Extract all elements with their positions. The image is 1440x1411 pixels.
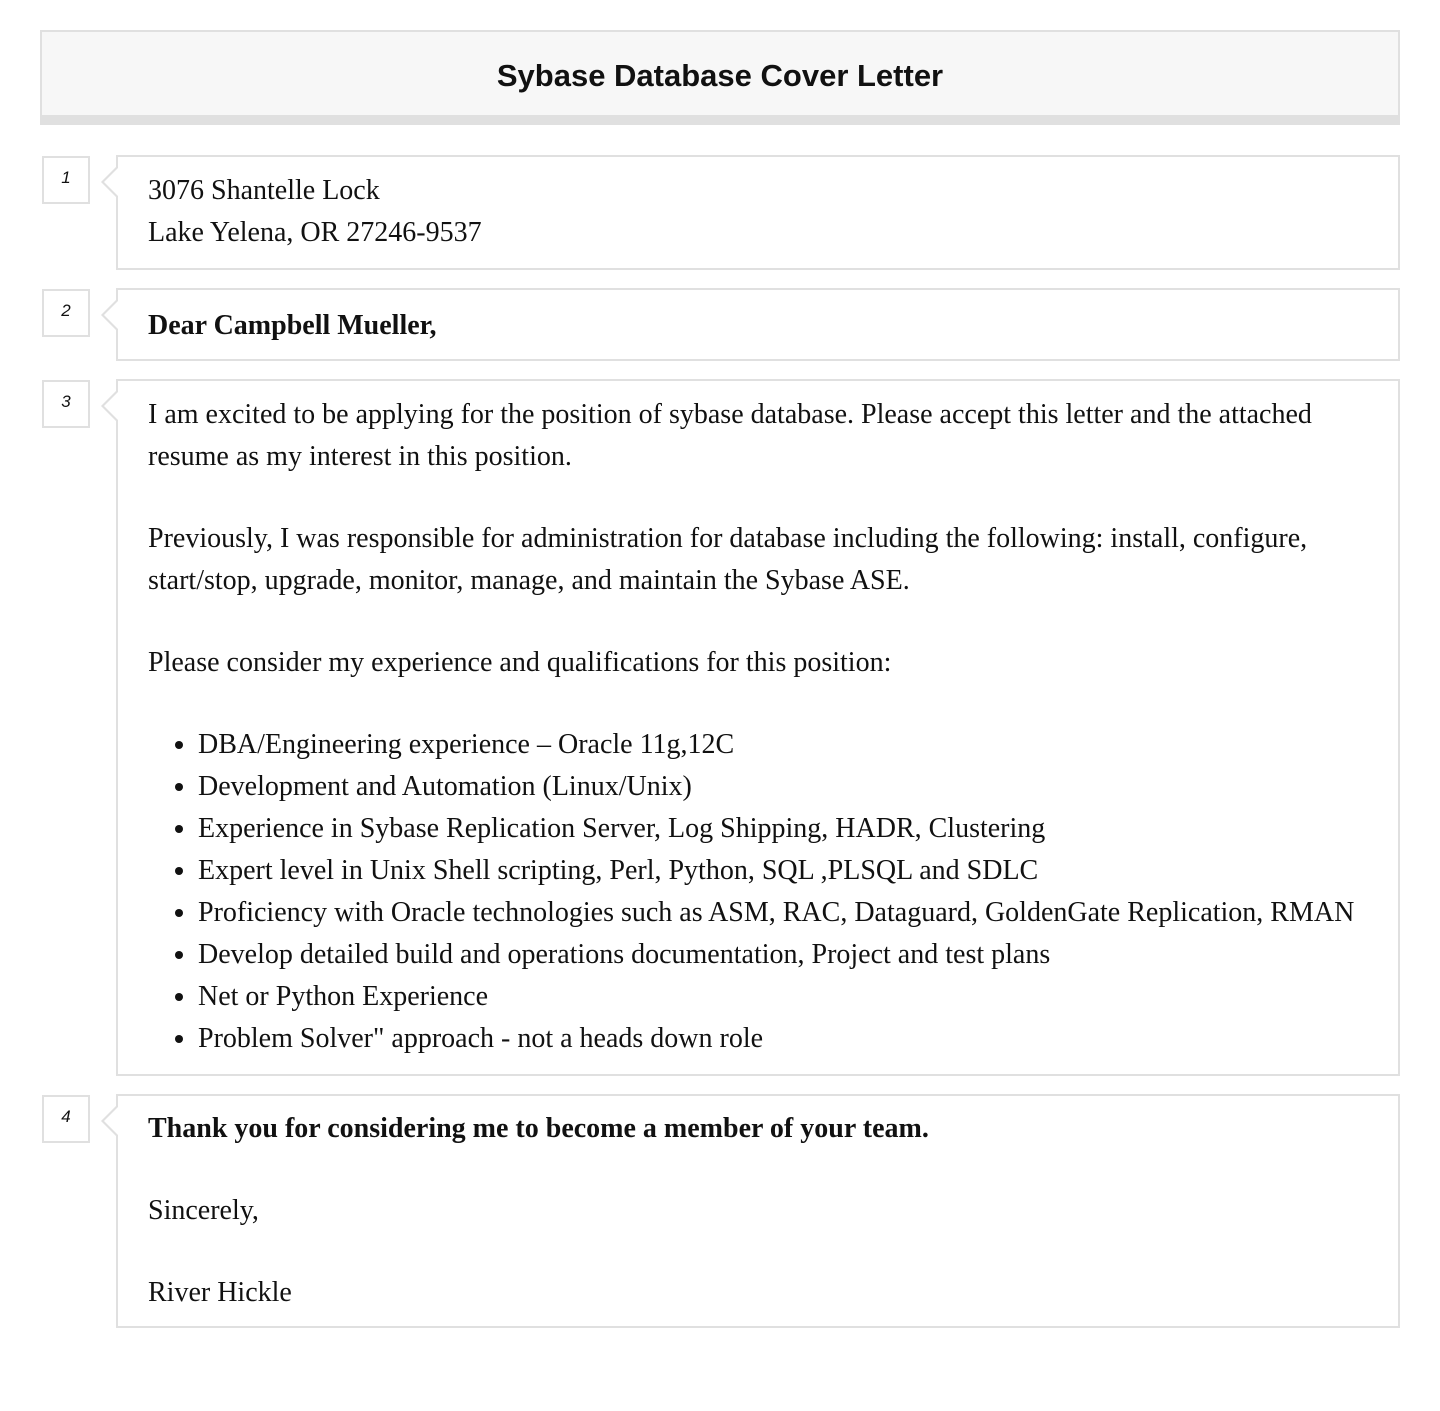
letter-sections — [0, 155, 1440, 1328]
signoff: Sincerely, — [148, 1195, 259, 1226]
qualifications-list — [148, 724, 1368, 1060]
section-address — [42, 155, 1400, 270]
list-item: • Experience in Sybase Replication Server, Log Shipping, HADR, Clustering — [198, 808, 1368, 850]
list-item: • DBA/Engineering experience – Oracle 11g,12C — [198, 724, 1368, 766]
address-line-1: 3076 Shantelle Lock — [148, 175, 380, 206]
list-item: • Development and Automation (Linux/Unix) — [198, 766, 1368, 808]
list-item: • Proficiency with Oracle technologies such as ASM, RAC, Dataguard, GoldenGate Replication, RMAN — [198, 892, 1368, 934]
section-number: 1 — [42, 156, 90, 204]
section-card — [116, 1094, 1400, 1328]
body-paragraph: Please consider my experience and qualifications for this position: — [148, 647, 892, 678]
signature: River Hickle — [148, 1277, 292, 1308]
address-line-2: Lake Yelena, OR 27246-9537 — [148, 217, 482, 248]
section-card — [116, 155, 1400, 270]
section-number: 3 — [42, 380, 90, 428]
list-item: • Net or Python Experience — [198, 976, 1368, 1018]
section-number: 4 — [42, 1095, 90, 1143]
body-paragraph: Previously, I was responsible for administration for database including the following: install, configure, start/stop, upgrade, monitor, manage, and maintain the Sybase ASE. — [148, 523, 1308, 596]
section-greeting — [42, 288, 1400, 361]
section-card — [116, 379, 1400, 1076]
list-item: • Problem Solver" approach - not a heads down role — [198, 1018, 1368, 1060]
section-number: 2 — [42, 289, 90, 337]
list-item: • Develop detailed build and operations documentation, Project and test plans — [198, 934, 1368, 976]
page-title: Sybase Database Cover Letter — [496, 57, 944, 93]
page-header — [40, 30, 1400, 125]
list-item: • Expert level in Unix Shell scripting, Perl, Python, SQL ,PLSQL and SDLC — [198, 850, 1368, 892]
section-card — [116, 288, 1400, 361]
closing-statement: Thank you for considering me to become a member of your team. — [148, 1113, 929, 1144]
greeting: Dear Campbell Mueller, — [148, 310, 437, 341]
section-body — [42, 379, 1400, 1076]
section-closing — [42, 1094, 1400, 1328]
body-paragraph: I am excited to be applying for the position of sybase database. Please accept this letter and the attached resume as my interest in this position. — [148, 399, 1312, 472]
